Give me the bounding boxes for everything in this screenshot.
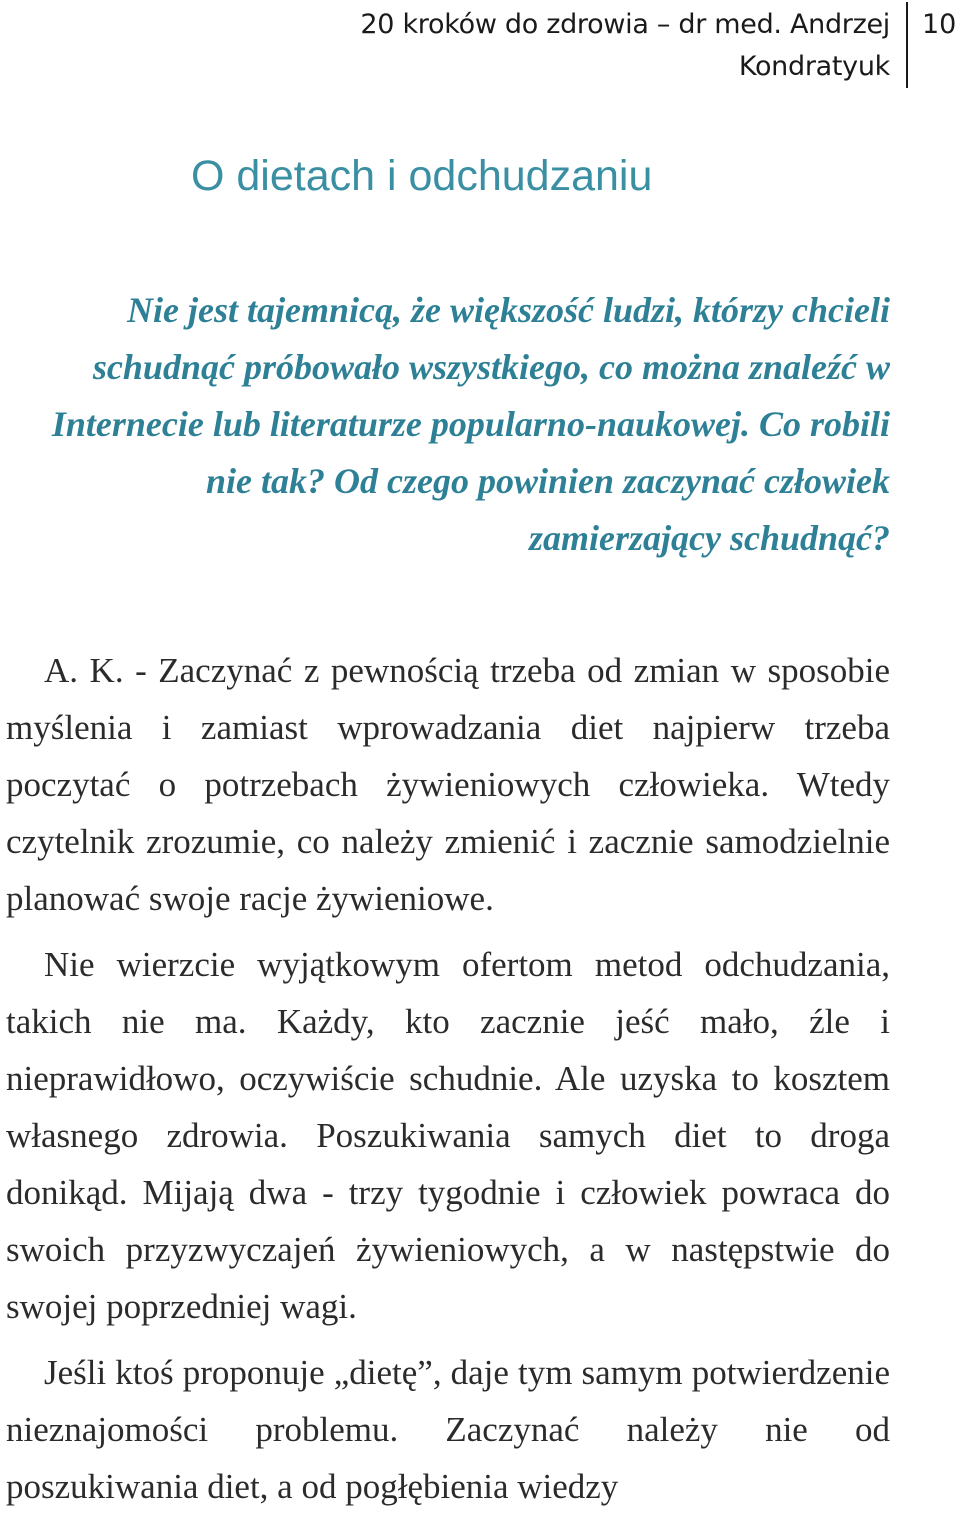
running-header-title: 20 kroków do zdrowia – dr med. Andrzej Kondratyuk — [360, 9, 890, 82]
body-paragraph: Jeśli ktoś proponuje „dietę”, daje tym samym potwierdzenie nieznajomości problemu. Zaczynać należy nie od poszukiwania diet, a od pogłębienia wiedzy — [6, 1353, 890, 1506]
header-divider — [906, 2, 908, 88]
chapter-title: O dietach i odchudzaniu — [191, 152, 653, 200]
lead-question-text: Nie jest tajemnicą, że większość ludzi, którzy chcieli schudnąć próbowało wszystkiego, co można znaleźć w Internecie lub literaturze popularno-naukowej. Co robili nie tak? — [51, 290, 890, 501]
lead-paragraph — [6, 282, 890, 567]
page-number: 10 — [922, 9, 957, 40]
body-paragraph: A. K. - Zaczynać z pewnością trzeba od zmian w sposobie myślenia i zamiast wprowadzania diet najpierw trzeba poczytać o potrzebach żywieniowych człowieka. Wtedy czytelnik zrozumie, co należy zmienić i zacznie samodzielnie planować swoje racje żywieniowe. — [6, 651, 890, 918]
article-body — [6, 642, 890, 1524]
body-paragraph: Nie wierzcie wyjątkowym ofertom metod odchudzania, takich nie ma. Każdy, kto zacznie jeść mało, źle i nieprawidłowo, oczywiście schudnie. Ale uzyska to kosztem własnego zdrowia. Poszukiwania samych diet to droga donikąd. Mijają dwa - trzy tygodnie i człowiek powraca do swoich przyzwyczajeń żywieniowych, a w następstwie do swojej poprzedniej wagi. — [6, 945, 890, 1326]
page-header — [0, 0, 960, 92]
lead-question-followup: Od czego powinien zaczynać człowiek zamierzający schudnąć? — [334, 461, 890, 558]
